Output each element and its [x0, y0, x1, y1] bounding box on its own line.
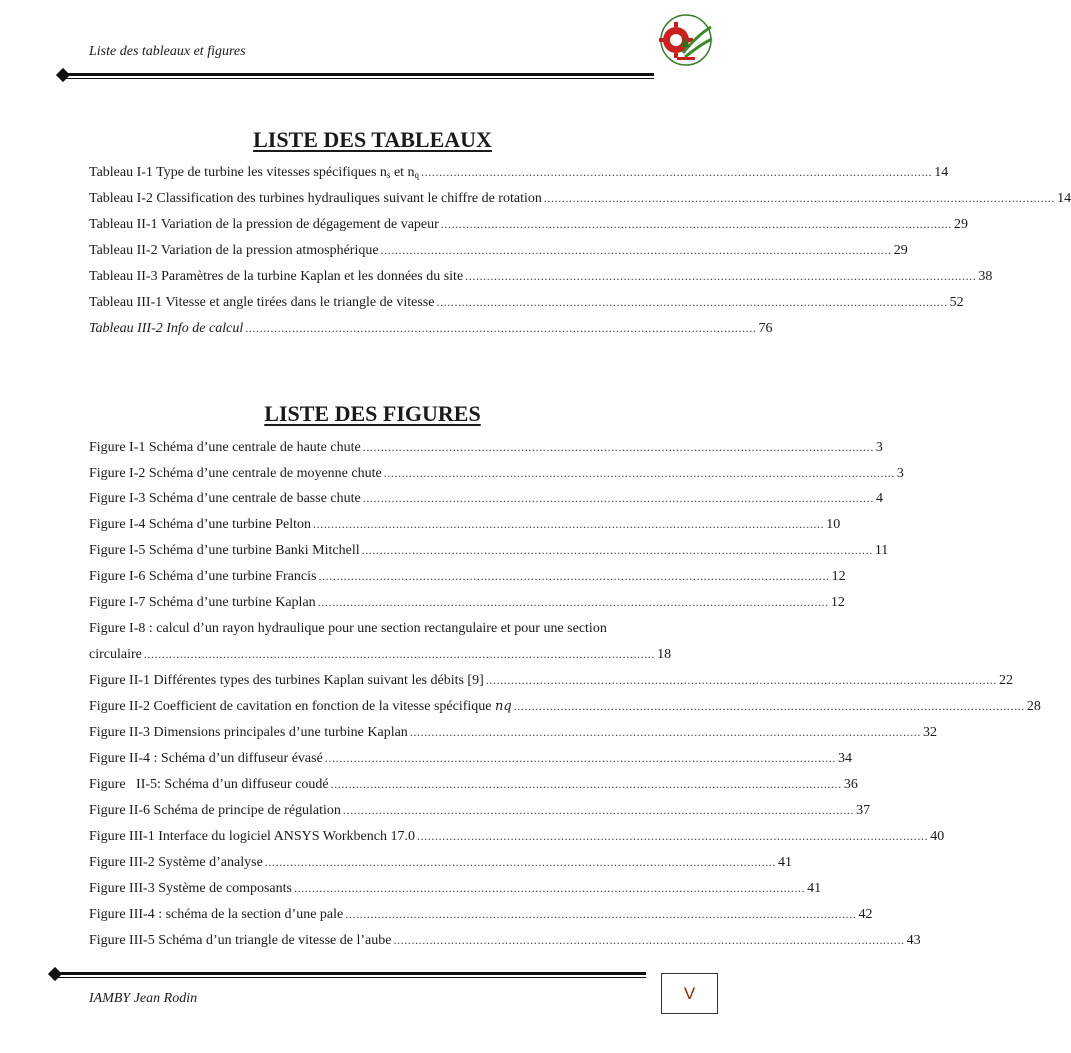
- figure-entry[interactable]: [89, 491, 883, 509]
- table-entry-page: 76: [758, 321, 773, 336]
- table-entry-page: 29: [893, 243, 908, 258]
- leader-dots: ..............................................................................................................................................: [436, 295, 948, 309]
- figure-entry[interactable]: [89, 699, 1041, 717]
- leader-dots: ..............................................................................................................................................: [342, 803, 855, 817]
- leader-dots: ..............................................................................................................................................: [409, 725, 922, 739]
- figure-entry-page: 34: [838, 751, 852, 766]
- subscript-s: s: [386, 170, 391, 180]
- figure-entry-label: Figure I-5 Schéma d’une turbine Banki Mitchell: [89, 543, 360, 558]
- tables-title: LISTE DES TABLEAUX: [253, 127, 492, 152]
- figure-entry[interactable]: [89, 751, 852, 769]
- figure-entry-label: circulaire: [89, 647, 142, 662]
- table-entry[interactable]: [89, 295, 964, 313]
- figure-entry-label: Figure II-1 Différentes types des turbines Kaplan suivant les débits [9]: [89, 673, 484, 688]
- table-entry[interactable]: [89, 165, 949, 183]
- figure-entry[interactable]: [89, 829, 945, 847]
- table-entry-page: 14: [934, 165, 949, 180]
- leader-dots: ..............................................................................................................................................: [362, 440, 874, 454]
- leader-dots: ..............................................................................................................................................: [485, 673, 997, 687]
- figure-entry-label: Figure I-8 : calcul d’un rayon hydraulique pour une section rectangulaire et pour une section: [89, 621, 607, 636]
- figure-entry-page: 12: [831, 569, 846, 584]
- table-entry-label: Tableau II-2 Variation de la pression atmosphérique: [89, 243, 379, 258]
- table-entry[interactable]: [89, 217, 968, 235]
- leader-dots: ..............................................................................................................................................: [362, 491, 874, 505]
- figure-entry[interactable]: [89, 881, 822, 899]
- table-entry-label: Tableau I-1 Type de turbine les vitesses spécifiques n: [89, 165, 387, 180]
- leader-dots: ..............................................................................................................................................: [318, 569, 830, 583]
- figure-entry-label: Figure III-5 Schéma d’un triangle de vitesse de l’aube: [89, 933, 392, 948]
- figure-entry-page: 11: [874, 543, 889, 558]
- table-entry-label: Tableau I-2 Classification des turbines hydrauliques suivant le chiffre de rotation: [89, 191, 542, 206]
- figure-entry-label: Figure I-3 Schéma d’une centrale de basse chute: [89, 491, 361, 506]
- math-nq: nq: [495, 699, 512, 714]
- figure-entry-page: 22: [998, 673, 1013, 688]
- figure-entry-label: Figure III-2 Système d’analyse: [89, 855, 263, 870]
- figure-entry[interactable]: [89, 855, 792, 873]
- leader-dots: ..............................................................................................................................................: [393, 933, 905, 947]
- table-entry-label: Tableau II-3 Paramètres de la turbine Kaplan et les données du site: [89, 269, 464, 284]
- table-entry[interactable]: [89, 243, 908, 261]
- leader-dots: ..............................................................................................................................................: [513, 699, 1025, 713]
- figure-entry-page: 43: [906, 933, 921, 948]
- figure-entry-label: Figure II-5: Schéma d’un diffuseur coudé: [89, 777, 329, 792]
- leader-dots: ..............................................................................................................................................: [543, 191, 1056, 205]
- figure-entry-page: 36: [843, 777, 858, 792]
- figure-entry[interactable]: [89, 725, 938, 743]
- figure-entry-label: Figure III-4 : schéma de la section d’une pale: [89, 907, 344, 922]
- table-entry[interactable]: [89, 321, 773, 339]
- figure-entry-page: 42: [858, 907, 873, 922]
- figure-entry[interactable]: [89, 543, 889, 561]
- table-entry[interactable]: [89, 191, 1071, 209]
- leader-dots: ..............................................................................................................................................: [264, 855, 776, 869]
- header-rule: [66, 73, 654, 79]
- leader-dots: ..............................................................................................................................................: [345, 907, 857, 921]
- figure-entry-label: Figure I-6 Schéma d’une turbine Francis: [89, 569, 317, 584]
- figure-entry-page: 41: [778, 855, 792, 870]
- figure-entry-page: 40: [930, 829, 945, 844]
- figure-entry-label: Figure I-4 Schéma d’une turbine Pelton: [89, 517, 312, 532]
- figure-entry-page: 41: [807, 881, 822, 896]
- figure-entry-page: 3: [896, 466, 904, 481]
- leader-dots: ..............................................................................................................................................: [317, 595, 829, 609]
- diamond-icon: [56, 68, 70, 82]
- leader-dots: ..............................................................................................................................................: [361, 543, 873, 557]
- figure-entry-label: Figure I-1 Schéma d’une centrale de haute chute: [89, 440, 361, 455]
- leader-dots: ..............................................................................................................................................: [380, 243, 892, 257]
- leader-dots: ..............................................................................................................................................: [143, 647, 656, 661]
- figure-entry-label: Figure II-6 Schéma de principe de régulation: [89, 803, 341, 818]
- university-logo: [655, 13, 717, 67]
- figure-entry[interactable]: [89, 647, 672, 665]
- figure-entry-page: 32: [923, 725, 938, 740]
- figure-entry[interactable]: [89, 803, 871, 821]
- figure-entry[interactable]: [89, 569, 846, 587]
- figure-entry-page: 10: [826, 517, 841, 532]
- leader-dots: ..............................................................................................................................................: [440, 217, 952, 231]
- figure-entry-label: Figure I-7 Schéma d’une turbine Kaplan: [89, 595, 316, 610]
- figure-entry-label: Figure II-4 : Schéma d’un diffuseur évasé: [89, 751, 323, 766]
- table-entry-label: Tableau II-1 Variation de la pression de dégagement de vapeur: [89, 217, 439, 232]
- footer-rule: [58, 972, 646, 978]
- header-title: Liste des tableaux et figures: [89, 44, 246, 59]
- figure-entry-label: Figure I-2 Schéma d’une centrale de moyenne chute: [89, 466, 382, 481]
- figure-entry[interactable]: [89, 907, 873, 925]
- figure-entry-page: 12: [830, 595, 845, 610]
- leader-dots: ..............................................................................................................................................: [383, 466, 895, 480]
- table-entry-page: 52: [949, 295, 964, 310]
- figure-entry-page: 28: [1026, 699, 1041, 714]
- leader-dots: ..............................................................................................................................................: [465, 269, 977, 283]
- figure-entry[interactable]: [89, 466, 904, 484]
- subscript-q: q: [414, 170, 420, 180]
- figure-entry-label: Figure III-3 Système de composants: [89, 881, 292, 896]
- leader-dots: ..............................................................................................................................................: [416, 829, 929, 843]
- diamond-icon: [48, 967, 62, 981]
- figure-entry-page: 18: [657, 647, 672, 662]
- figure-entry[interactable]: [89, 933, 921, 951]
- leader-dots: ..............................................................................................................................................: [330, 777, 842, 791]
- figure-entry[interactable]: [89, 440, 883, 458]
- figure-entry[interactable]: [89, 673, 1013, 691]
- table-entry-page: 38: [978, 269, 993, 284]
- table-entry-page: 14: [1057, 191, 1071, 206]
- figure-entry[interactable]: [89, 517, 841, 535]
- leader-dots: ..............................................................................................................................................: [324, 751, 836, 765]
- figure-entry-page: 4: [875, 491, 883, 506]
- leader-dots: ..............................................................................................................................................: [421, 165, 933, 179]
- page-number: V: [661, 973, 718, 1014]
- figure-entry-label: Figure II-3 Dimensions principales d’une turbine Kaplan: [89, 725, 408, 740]
- figures-title: LISTE DES FIGURES: [264, 401, 481, 426]
- leader-dots: ..............................................................................................................................................: [313, 517, 825, 531]
- leader-dots: ..............................................................................................................................................: [293, 881, 806, 895]
- table-entry-label: Tableau III-2 Info de calcul: [89, 321, 244, 336]
- table-entry-page: 29: [954, 217, 968, 232]
- table-entry-label-mid: et n: [390, 165, 415, 180]
- leader-dots: ..............................................................................................................................................: [245, 321, 757, 335]
- table-entry-label: Tableau III-1 Vitesse et angle tirées dans le triangle de vitesse: [89, 295, 435, 310]
- figure-entry-page: 3: [875, 440, 883, 455]
- figure-entry[interactable]: [89, 777, 858, 795]
- table-entry[interactable]: [89, 269, 993, 287]
- figure-entry-first-line[interactable]: [89, 621, 655, 639]
- figure-entry[interactable]: [89, 595, 845, 613]
- figure-entry-page: 37: [856, 803, 871, 818]
- footer-author: IAMBY Jean Rodin: [89, 991, 198, 1006]
- figure-entry-label: Figure II-2 Coefficient de cavitation en fonction de la vitesse spécifique: [89, 699, 495, 714]
- figure-entry-label: Figure III-1 Interface du logiciel ANSYS Workbench 17.0: [89, 829, 415, 844]
